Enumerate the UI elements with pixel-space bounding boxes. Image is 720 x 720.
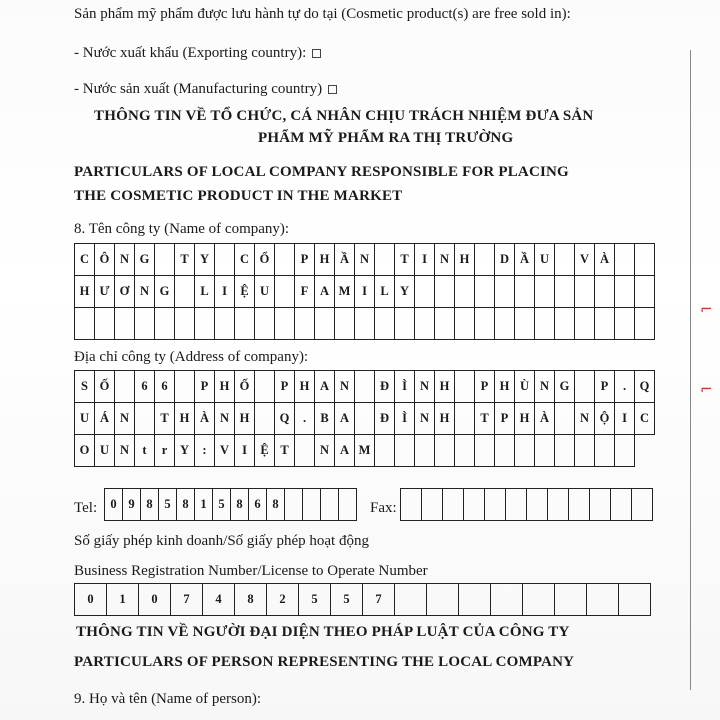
fax-digit-cell[interactable] xyxy=(548,489,569,521)
company-name-cell[interactable]: T xyxy=(175,244,195,276)
fax-digit-cell[interactable] xyxy=(422,489,443,521)
company-address-cell[interactable]: I xyxy=(615,403,635,435)
company-address-cell[interactable]: N xyxy=(315,435,335,467)
company-name-cell[interactable]: Y xyxy=(195,244,215,276)
company-address-cell[interactable] xyxy=(555,435,575,467)
local-company-heading-en-2: THE COSMETIC PRODUCT IN THE MARKET xyxy=(74,188,403,204)
license-digit-cell[interactable]: 2 xyxy=(267,584,299,616)
company-address-cell[interactable]: T xyxy=(275,435,295,467)
fax-digit-cell[interactable] xyxy=(464,489,485,521)
company-name-cell[interactable] xyxy=(435,276,455,308)
company-address-cell[interactable]: Ì xyxy=(395,371,415,403)
company-name-cell[interactable] xyxy=(315,308,335,340)
company-name-cell[interactable] xyxy=(535,276,555,308)
tel-digit-cell[interactable]: 0 xyxy=(105,489,123,521)
company-address-cell[interactable]: P xyxy=(195,371,215,403)
company-name-cell[interactable]: Ư xyxy=(95,276,115,308)
company-address-cell[interactable]: A xyxy=(335,435,355,467)
company-address-cell[interactable] xyxy=(555,403,575,435)
company-address-cell[interactable]: : xyxy=(195,435,215,467)
tel-grid[interactable] xyxy=(104,488,357,521)
company-address-cell[interactable]: . xyxy=(295,403,315,435)
company-address-cell[interactable]: Ố xyxy=(95,371,115,403)
license-digit-cell[interactable]: 1 xyxy=(107,584,139,616)
company-name-cell[interactable] xyxy=(555,244,575,276)
company-name-cell[interactable] xyxy=(475,244,495,276)
company-address-cell[interactable]: À xyxy=(195,403,215,435)
company-name-cell[interactable] xyxy=(595,308,615,340)
company-name-cell[interactable] xyxy=(515,276,535,308)
free-sale-intro: Sản phẩm mỹ phẩm được lưu hành tự do tại (Cosmetic product(s) are free sold in): xyxy=(74,6,571,22)
company-address-cell[interactable]: Q xyxy=(275,403,295,435)
exporting-country-label xyxy=(74,44,321,62)
license-digit-cell[interactable] xyxy=(587,584,619,616)
company-address-cell[interactable]: N xyxy=(335,371,355,403)
license-digit-cell[interactable]: 0 xyxy=(139,584,171,616)
company-address-cell[interactable] xyxy=(375,435,395,467)
company-address-cell[interactable] xyxy=(475,435,495,467)
company-name-cell[interactable]: Ổ xyxy=(255,244,275,276)
license-number-grid[interactable] xyxy=(74,583,651,616)
company-address-cell[interactable]: À xyxy=(535,403,555,435)
company-name-cell[interactable] xyxy=(235,308,255,340)
company-name-cell[interactable]: Ầ xyxy=(515,244,535,276)
company-name-cell[interactable] xyxy=(435,308,455,340)
company-name-cell[interactable]: P xyxy=(295,244,315,276)
license-label-vn: Số giấy phép kinh doanh/Số giấy phép hoạt động xyxy=(74,533,369,549)
company-name-cell[interactable]: Ơ xyxy=(115,276,135,308)
company-name-cell[interactable]: G xyxy=(155,276,175,308)
company-address-cell[interactable]: O xyxy=(75,435,95,467)
fax-digit-cell[interactable] xyxy=(401,489,422,521)
license-digit-cell[interactable]: 7 xyxy=(363,584,395,616)
license-digit-cell[interactable]: 5 xyxy=(331,584,363,616)
company-address-cell[interactable] xyxy=(435,435,455,467)
company-address-cell[interactable]: H xyxy=(435,371,455,403)
company-address-cell[interactable] xyxy=(355,371,375,403)
company-name-cell[interactable]: Ệ xyxy=(235,276,255,308)
company-name-cell[interactable] xyxy=(375,244,395,276)
company-name-cell[interactable]: V xyxy=(575,244,595,276)
company-name-cell[interactable] xyxy=(275,244,295,276)
company-name-cell[interactable]: L xyxy=(195,276,215,308)
company-name-cell[interactable] xyxy=(215,244,235,276)
company-address-cell[interactable]: 6 xyxy=(155,371,175,403)
license-digit-cell[interactable] xyxy=(395,584,427,616)
company-address-cell[interactable]: H xyxy=(215,371,235,403)
company-name-cell[interactable] xyxy=(175,276,195,308)
company-name-cell[interactable] xyxy=(115,308,135,340)
tel-digit-cell[interactable]: 8 xyxy=(177,489,195,521)
company-name-cell[interactable]: M xyxy=(335,276,355,308)
company-name-cell[interactable] xyxy=(495,308,515,340)
company-address-label: Địa chỉ công ty (Address of company): xyxy=(74,349,309,365)
company-address-cell[interactable]: B xyxy=(315,403,335,435)
company-address-cell[interactable]: N xyxy=(115,435,135,467)
manufacturing-country-checkbox[interactable] xyxy=(328,85,337,94)
company-name-cell[interactable] xyxy=(475,308,495,340)
fax-label: Fax: xyxy=(370,500,397,516)
fax-digit-cell[interactable] xyxy=(527,489,548,521)
company-address-cell[interactable]: M xyxy=(355,435,375,467)
company-address-cell[interactable]: N xyxy=(415,371,435,403)
representative-heading-en: PARTICULARS OF PERSON REPRESENTING THE LOCAL COMPANY xyxy=(74,654,575,670)
company-name-cell[interactable]: L xyxy=(375,276,395,308)
company-name-cell[interactable] xyxy=(475,276,495,308)
company-address-cell[interactable]: Đ xyxy=(375,403,395,435)
company-address-cell[interactable]: U xyxy=(95,435,115,467)
company-address-cell[interactable]: r xyxy=(155,435,175,467)
company-address-cell[interactable]: Ù xyxy=(515,371,535,403)
company-name-cell[interactable]: I xyxy=(355,276,375,308)
company-name-cell[interactable] xyxy=(615,308,635,340)
company-name-cell[interactable] xyxy=(415,276,435,308)
license-digit-cell[interactable]: 5 xyxy=(299,584,331,616)
tel-digit-cell[interactable]: 8 xyxy=(231,489,249,521)
company-address-cell[interactable]: Đ xyxy=(375,371,395,403)
company-name-cell[interactable]: N xyxy=(115,244,135,276)
company-name-cell[interactable]: A xyxy=(315,276,335,308)
company-address-cell[interactable]: Ì xyxy=(395,403,415,435)
company-name-cell[interactable] xyxy=(595,276,615,308)
company-address-cell[interactable] xyxy=(415,435,435,467)
company-name-cell[interactable] xyxy=(355,308,375,340)
company-name-cell[interactable]: C xyxy=(75,244,95,276)
fax-digit-cell[interactable] xyxy=(590,489,611,521)
company-address-cell[interactable] xyxy=(455,371,475,403)
company-address-cell[interactable] xyxy=(355,403,375,435)
company-name-cell[interactable]: N xyxy=(435,244,455,276)
license-label-en: Business Registration Number/License to Operate Number xyxy=(74,563,428,579)
local-company-heading-vn-1: THÔNG TIN VỀ TỔ CHỨC, CÁ NHÂN CHỊU TRÁCH NHIỆM ĐƯA SẢN xyxy=(94,108,594,124)
company-address-cell[interactable]: P xyxy=(595,371,615,403)
company-address-cell[interactable]: P xyxy=(495,403,515,435)
license-digit-cell[interactable]: 4 xyxy=(203,584,235,616)
company-name-cell[interactable]: N xyxy=(135,276,155,308)
company-name-cell[interactable] xyxy=(455,276,475,308)
tel-digit-cell[interactable]: 5 xyxy=(159,489,177,521)
company-address-cell[interactable]: Ố xyxy=(235,371,255,403)
company-address-cell[interactable]: H xyxy=(495,371,515,403)
company-name-cell[interactable] xyxy=(495,276,515,308)
company-name-cell[interactable]: U xyxy=(535,244,555,276)
company-name-cell[interactable]: Ầ xyxy=(335,244,355,276)
tel-digit-cell[interactable] xyxy=(303,489,321,521)
company-address-cell[interactable]: U xyxy=(75,403,95,435)
company-name-cell[interactable] xyxy=(415,308,435,340)
red-stamp-fragment: ⌐ xyxy=(700,300,713,318)
page-margin-line xyxy=(690,50,691,690)
company-address-cell[interactable]: P xyxy=(275,371,295,403)
company-address-cell[interactable]: T xyxy=(475,403,495,435)
company-address-cell[interactable]: H xyxy=(235,403,255,435)
company-name-cell[interactable] xyxy=(215,308,235,340)
company-name-cell[interactable]: G xyxy=(135,244,155,276)
license-digit-cell[interactable] xyxy=(555,584,587,616)
company-name-cell[interactable] xyxy=(135,308,155,340)
license-digit-cell[interactable]: 8 xyxy=(235,584,267,616)
fax-grid[interactable] xyxy=(400,488,653,521)
fax-digit-cell[interactable] xyxy=(485,489,506,521)
company-name-cell[interactable] xyxy=(535,308,555,340)
company-address-cell[interactable]: H xyxy=(295,371,315,403)
company-address-cell[interactable] xyxy=(575,371,595,403)
company-address-cell[interactable] xyxy=(255,403,275,435)
company-address-cell[interactable]: I xyxy=(235,435,255,467)
company-name-cell[interactable]: Y xyxy=(395,276,415,308)
exporting-country-text: - Nước xuất khẩu (Exporting country): xyxy=(74,45,307,61)
company-address-cell[interactable]: A xyxy=(335,403,355,435)
company-address-cell[interactable]: . xyxy=(615,371,635,403)
company-name-cell[interactable] xyxy=(335,308,355,340)
tel-digit-cell[interactable] xyxy=(339,489,357,521)
company-address-cell[interactable]: N xyxy=(215,403,235,435)
company-address-cell[interactable]: H xyxy=(515,403,535,435)
company-name-cell[interactable] xyxy=(255,308,275,340)
tel-digit-cell[interactable]: 8 xyxy=(267,489,285,521)
company-address-cell[interactable] xyxy=(575,435,595,467)
company-address-cell[interactable]: Y xyxy=(175,435,195,467)
company-address-cell[interactable]: Á xyxy=(95,403,115,435)
company-name-cell[interactable]: F xyxy=(295,276,315,308)
company-name-cell[interactable] xyxy=(515,308,535,340)
company-name-cell[interactable] xyxy=(615,276,635,308)
exporting-country-checkbox[interactable] xyxy=(312,49,321,58)
company-address-cell[interactable]: T xyxy=(155,403,175,435)
fax-digit-cell[interactable] xyxy=(506,489,527,521)
company-address-cell[interactable]: N xyxy=(535,371,555,403)
company-name-grid[interactable] xyxy=(74,243,655,340)
company-address-cell[interactable] xyxy=(515,435,535,467)
company-address-cell[interactable] xyxy=(135,403,155,435)
company-address-cell[interactable]: N xyxy=(415,403,435,435)
company-address-cell[interactable]: A xyxy=(315,371,335,403)
company-address-cell[interactable] xyxy=(255,371,275,403)
license-digit-cell[interactable]: 0 xyxy=(75,584,107,616)
fax-digit-cell[interactable] xyxy=(443,489,464,521)
company-address-cell[interactable]: C xyxy=(635,403,655,435)
company-name-cell[interactable]: I xyxy=(215,276,235,308)
company-name-cell[interactable] xyxy=(75,308,95,340)
company-address-cell[interactable]: N xyxy=(115,403,135,435)
license-digit-cell[interactable] xyxy=(619,584,651,616)
company-name-label: 8. Tên công ty (Name of company): xyxy=(74,221,290,237)
red-stamp-fragment: ⌐ xyxy=(700,380,713,398)
tel-digit-cell[interactable]: 8 xyxy=(141,489,159,521)
local-company-heading-en-1: PARTICULARS OF LOCAL COMPANY RESPONSIBLE FOR PLACING xyxy=(74,164,569,180)
company-name-cell[interactable] xyxy=(555,276,575,308)
company-name-cell[interactable]: T xyxy=(395,244,415,276)
company-name-cell[interactable]: C xyxy=(235,244,255,276)
company-address-cell[interactable] xyxy=(495,435,515,467)
person-name-label: 9. Họ và tên (Name of person): xyxy=(74,691,262,707)
company-name-cell[interactable] xyxy=(175,308,195,340)
fax-digit-cell[interactable] xyxy=(569,489,590,521)
license-digit-cell[interactable] xyxy=(523,584,555,616)
company-name-cell[interactable] xyxy=(395,308,415,340)
company-address-cell[interactable] xyxy=(395,435,415,467)
local-company-heading-vn-2: PHẨM MỸ PHẨM RA THỊ TRƯỜNG xyxy=(258,130,514,146)
company-name-cell[interactable] xyxy=(555,308,575,340)
company-name-cell[interactable] xyxy=(95,308,115,340)
company-name-cell[interactable]: N xyxy=(355,244,375,276)
fax-digit-cell[interactable] xyxy=(611,489,632,521)
license-digit-cell[interactable] xyxy=(459,584,491,616)
tel-label: Tel: xyxy=(74,500,98,516)
company-name-cell[interactable] xyxy=(635,308,655,340)
company-name-cell[interactable] xyxy=(275,276,295,308)
company-address-cell[interactable] xyxy=(535,435,555,467)
company-address-cell[interactable] xyxy=(295,435,315,467)
company-name-cell[interactable]: H xyxy=(315,244,335,276)
fax-digit-cell[interactable] xyxy=(632,489,653,521)
company-address-cell[interactable]: Ệ xyxy=(255,435,275,467)
company-address-cell[interactable]: N xyxy=(575,403,595,435)
company-name-cell[interactable] xyxy=(455,308,475,340)
tel-digit-cell[interactable] xyxy=(321,489,339,521)
company-address-cell[interactable]: H xyxy=(435,403,455,435)
company-address-cell[interactable] xyxy=(175,371,195,403)
company-address-cell[interactable]: Q xyxy=(635,371,655,403)
company-address-cell[interactable] xyxy=(595,435,615,467)
license-digit-cell[interactable] xyxy=(491,584,523,616)
company-name-cell[interactable] xyxy=(635,276,655,308)
manufacturing-country-text: - Nước sản xuất (Manufacturing country) xyxy=(74,81,323,97)
tel-digit-cell[interactable]: 5 xyxy=(213,489,231,521)
company-address-cell[interactable]: 6 xyxy=(135,371,155,403)
company-address-cell[interactable]: S xyxy=(75,371,95,403)
company-address-cell[interactable]: Ộ xyxy=(595,403,615,435)
tel-digit-cell[interactable]: 1 xyxy=(195,489,213,521)
company-address-cell[interactable] xyxy=(455,403,475,435)
company-name-cell[interactable] xyxy=(635,244,655,276)
company-name-cell[interactable] xyxy=(195,308,215,340)
tel-digit-cell[interactable]: 9 xyxy=(123,489,141,521)
company-name-cell[interactable] xyxy=(375,308,395,340)
company-name-cell[interactable]: Ô xyxy=(95,244,115,276)
representative-heading-vn: THÔNG TIN VỀ NGƯỜI ĐẠI DIỆN THEO PHÁP LUẬT CỦA CÔNG TY xyxy=(76,624,570,640)
company-name-cell[interactable] xyxy=(155,308,175,340)
company-name-cell[interactable]: À xyxy=(595,244,615,276)
company-address-grid[interactable] xyxy=(74,370,655,467)
company-name-cell[interactable] xyxy=(615,244,635,276)
company-name-cell[interactable] xyxy=(155,244,175,276)
company-name-cell[interactable]: U xyxy=(255,276,275,308)
tel-digit-cell[interactable]: 6 xyxy=(249,489,267,521)
company-name-cell[interactable]: I xyxy=(415,244,435,276)
company-address-cell[interactable]: V xyxy=(215,435,235,467)
company-address-cell[interactable] xyxy=(615,435,635,467)
company-address-cell[interactable]: P xyxy=(475,371,495,403)
company-address-cell[interactable] xyxy=(455,435,475,467)
company-address-cell[interactable]: G xyxy=(555,371,575,403)
company-name-cell[interactable] xyxy=(275,308,295,340)
company-name-cell[interactable] xyxy=(575,308,595,340)
company-name-cell[interactable]: H xyxy=(75,276,95,308)
company-address-cell[interactable]: t xyxy=(135,435,155,467)
manufacturing-country-label xyxy=(74,80,337,98)
company-name-cell[interactable]: H xyxy=(455,244,475,276)
company-name-cell[interactable]: D xyxy=(495,244,515,276)
company-name-cell[interactable] xyxy=(575,276,595,308)
tel-digit-cell[interactable] xyxy=(285,489,303,521)
license-digit-cell[interactable]: 7 xyxy=(171,584,203,616)
license-digit-cell[interactable] xyxy=(427,584,459,616)
company-name-cell[interactable] xyxy=(295,308,315,340)
company-address-cell[interactable]: H xyxy=(175,403,195,435)
company-address-cell[interactable] xyxy=(115,371,135,403)
